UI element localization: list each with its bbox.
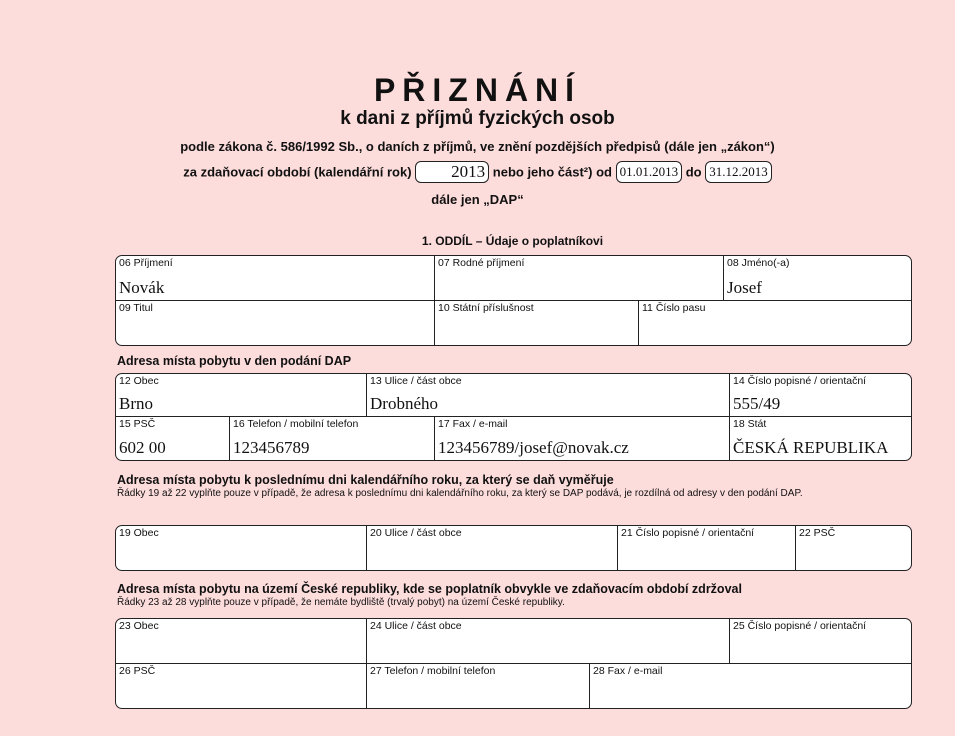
field-12-city[interactable] [116,374,366,416]
field-value: 123456789 [233,438,310,457]
field-19-city[interactable] [116,526,366,570]
field-25-house-number[interactable] [729,619,911,663]
field-value: Josef [727,278,762,297]
field-18-country[interactable] [729,417,911,460]
tax-period-line [0,161,955,187]
field-label: 28 Fax / e-mail [593,665,663,677]
period-label: za zdaňovací období (kalendářní rok) [183,164,412,180]
form-subtitle: k dani z příjmů fyzických osob [340,108,615,129]
field-value: Drobného [370,394,438,413]
field-label: 10 Státní příslušnost [438,302,534,314]
field-label: 08 Jméno(-a) [727,257,790,269]
part-label: nebo jeho část²) od [492,164,612,180]
field-13-street[interactable] [366,374,729,416]
form-title: PŘIZNÁNÍ [373,72,582,108]
field-07-birth-surname[interactable] [434,256,723,300]
field-23-city[interactable] [116,619,366,663]
field-label: 21 Číslo popisné / orientační [621,527,755,539]
date-to-field[interactable]: 31.12.2013 [705,161,772,183]
field-label: 11 Číslo pasu [642,302,706,314]
dap-abbreviation: dále jen „DAP“ [431,192,524,207]
field-label: 26 PSČ [119,665,156,677]
field-17-fax-email[interactable] [434,417,729,460]
field-22-postcode[interactable] [795,526,911,570]
field-label: 07 Rodné příjmení [438,257,525,269]
field-11-passport[interactable] [638,301,911,345]
field-label: 16 Telefon / mobilní telefon [233,418,359,430]
address-cz-grid [115,618,912,709]
field-label: 12 Obec [119,375,159,387]
to-label: do [685,164,702,180]
field-value: 123456789/josef@novak.cz [438,438,629,457]
field-label: 06 Příjmení [119,257,173,269]
address-dap-heading: Adresa místa pobytu v den podání DAP [117,354,352,368]
field-16-phone[interactable] [229,417,434,460]
field-27-phone[interactable] [366,664,589,708]
field-08-first-name[interactable] [723,256,911,300]
field-24-street[interactable] [366,619,729,663]
field-label: 22 PSČ [799,527,836,539]
field-label: 09 Titul [119,302,153,314]
field-09-title[interactable] [116,301,434,345]
address-cz-note: Řádky 23 až 28 vyplňte pouze v případě, že nemáte bydliště (trvalý pobyt) na území České republiky. [117,597,565,608]
field-label: 18 Stát [733,418,767,430]
field-label: 17 Fax / e-mail [438,418,508,430]
field-value: 555/49 [733,394,781,413]
field-label: 25 Číslo popisné / orientační [733,620,867,632]
taxpayer-grid [115,255,912,346]
field-label: 14 Číslo popisné / orientační [733,375,867,387]
field-label: 24 Ulice / část obce [370,620,462,632]
field-label: 20 Ulice / část obce [370,527,462,539]
field-value: ČESKÁ REPUBLIKA [733,438,889,457]
field-28-fax-email[interactable] [589,664,911,708]
field-26-postcode[interactable] [116,664,366,708]
field-20-street[interactable] [366,526,617,570]
section-1-title: 1. ODDÍL – Údaje o poplatníkovi [421,234,604,248]
field-value: Novák [119,278,165,297]
address-dap-grid [115,373,912,461]
field-21-house-number[interactable] [617,526,795,570]
field-14-house-number[interactable] [729,374,911,416]
address-last-heading: Adresa místa pobytu k poslednímu dni kalendářního roku, za který se daň vyměřuje [117,473,614,487]
address-last-note: Řádky 19 až 22 vyplňte pouze v případě, že adresa k poslednímu dni kalendářního roku, za který se DAP podává, je rozdílná od adresy v den podání DAP. [117,488,803,499]
field-label: 15 PSČ [119,418,156,430]
field-label: 19 Obec [119,527,159,539]
field-value: Brno [119,394,153,413]
field-15-postcode[interactable] [116,417,229,460]
date-from-field[interactable]: 01.01.2013 [616,161,683,183]
field-label: 23 Obec [119,620,159,632]
field-10-citizenship[interactable] [434,301,638,345]
address-cz-heading: Adresa místa pobytu na území České republiky, kde se poplatník obvykle ve zdaňovacím období zdržoval [117,582,742,596]
field-value: 602 00 [119,438,166,457]
address-last-grid [115,525,912,571]
period-year-field[interactable]: 2013 [415,161,489,183]
field-06-surname[interactable] [116,256,434,300]
field-label: 13 Ulice / část obce [370,375,462,387]
law-reference: podle zákona č. 586/1992 Sb., o daních z příjmů, ve znění pozdějších předpisů (dále jen „zákon“) [180,139,775,154]
field-label: 27 Telefon / mobilní telefon [370,665,496,677]
